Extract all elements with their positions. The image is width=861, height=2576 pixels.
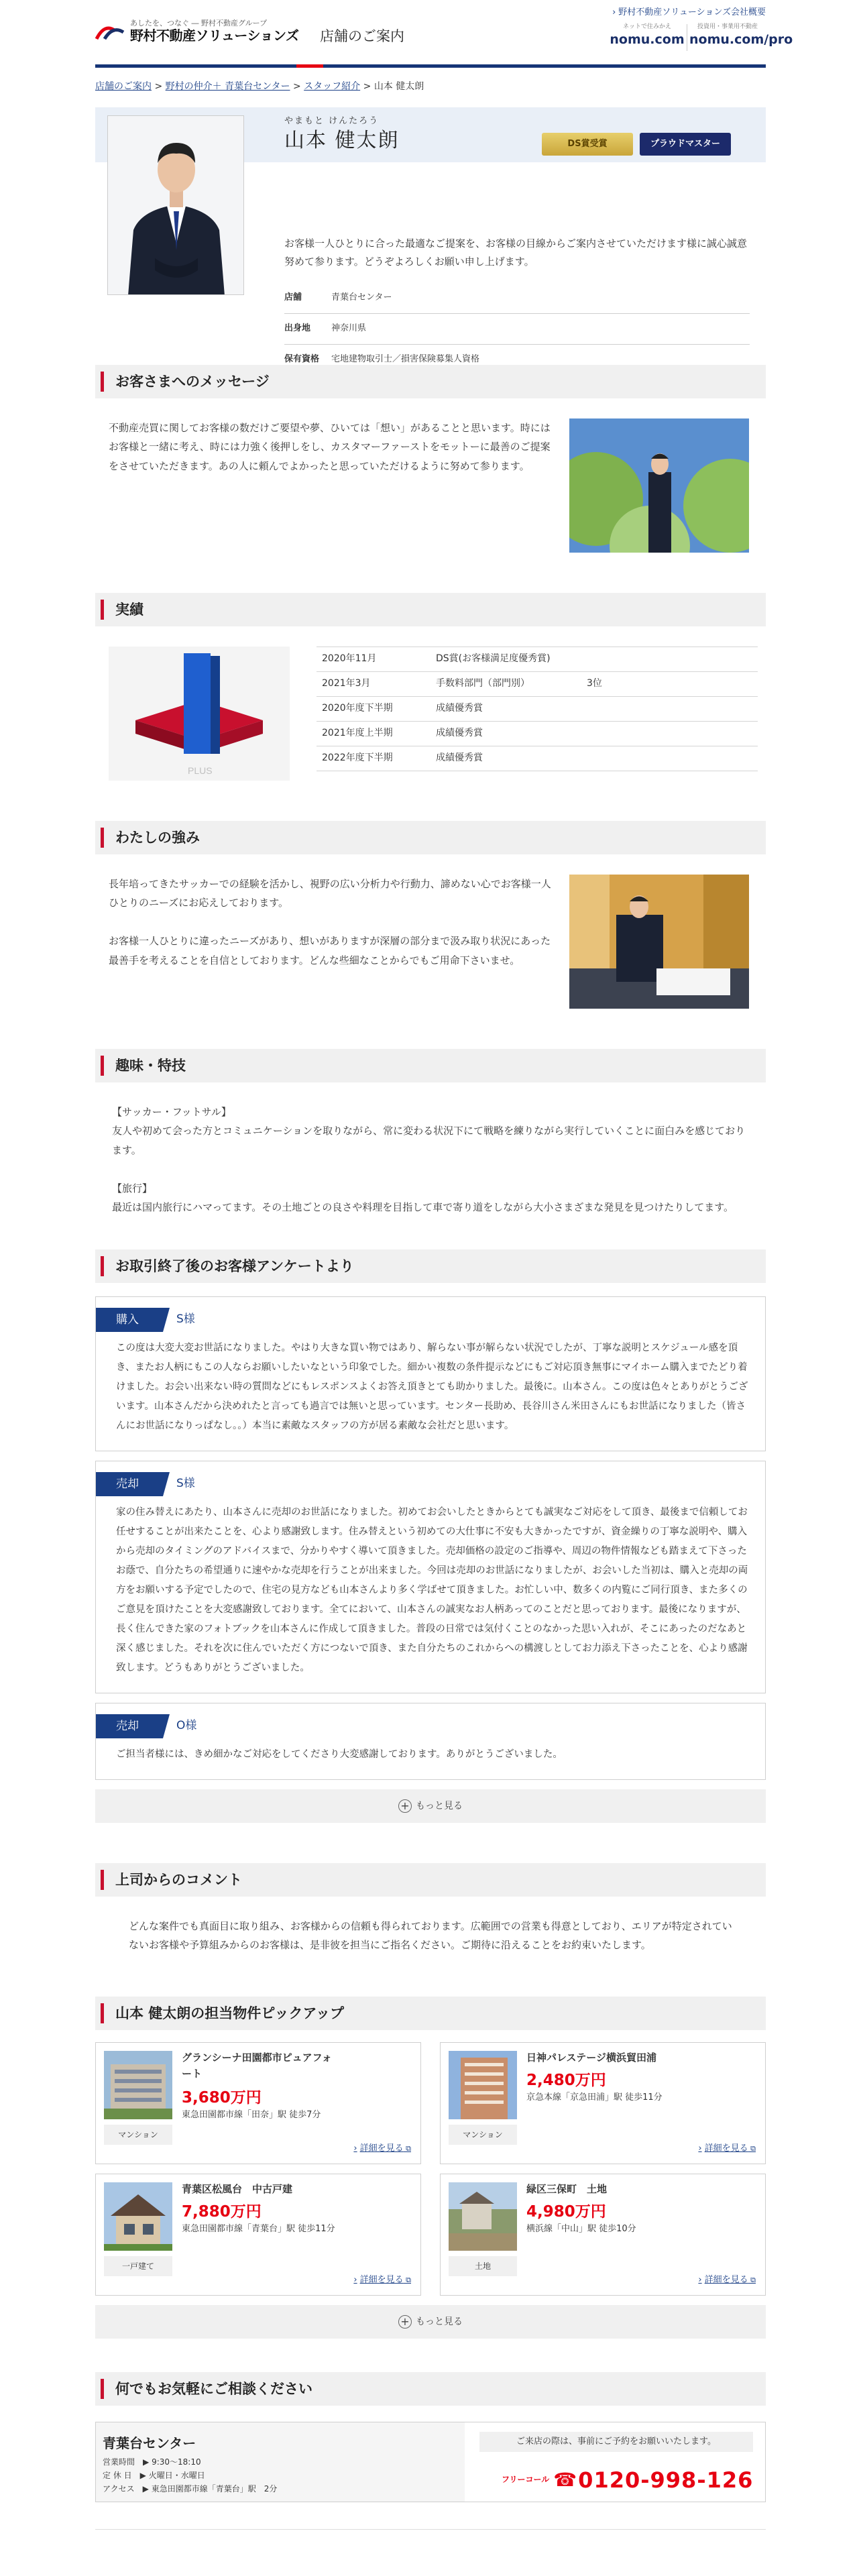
more-label: もっと見る xyxy=(416,1800,463,1811)
profile-lead: お客様一人ひとりに合った最適なご提案を、お客様の目線からご案内させていただけます様に誠心誠意努めて参ります。どうぞよろしくお願い申し上げます。 xyxy=(284,237,748,268)
phone-number: 0120-998-126 xyxy=(578,2467,754,2493)
property-detail-link[interactable]: › 詳細を見る ⧉ xyxy=(698,2273,756,2288)
hours-value: 9:30〜18:10 xyxy=(152,2457,201,2467)
survey-more-button[interactable] xyxy=(95,1789,766,1823)
section-heading: 趣味・特技 xyxy=(95,1049,766,1082)
property-access: 京急本線「京急田浦」駅 徒歩11分 xyxy=(526,2092,663,2103)
phone-icon: ☎ xyxy=(553,2469,577,2491)
property-type: 一戸建て xyxy=(104,2256,172,2276)
property-title: グランシーナ田園都市ピュアフォート xyxy=(182,2051,332,2080)
property-access: 東急田園都市線「青葉台」駅 徒歩11分 xyxy=(182,2223,335,2234)
boss-comment-text: どんな案件でも真面目に取り組み、お客様からの信頼も得られております。広範囲での営業も得意としており、エリアが特定されていないお客様や予算組みからのお客様は、是非彼を担当にご指名ください。ご期待に沿えることをお約束いたします。 xyxy=(129,1919,732,1951)
brand-name: 野村不動産ソリューションズ xyxy=(130,27,299,44)
result-date: 2020年11月 xyxy=(322,653,377,665)
shop-access: アクセス ▶ 東急田園都市線「青葉台」駅 2分 xyxy=(103,2484,278,2494)
boss-comment-section xyxy=(95,1863,766,1955)
profile-header xyxy=(95,107,766,162)
award-image xyxy=(109,647,290,781)
message-photo xyxy=(569,418,749,553)
message-text: 不動産売買に関してお客様の数だけご要望や夢、ひいては「想い」があることと思います。時にはお客様と一緒に考え、時には力強く後押しをし、カスタマーファーストをモットーに最善のご提案をさせていただきます。あの人に頼んでよかったと思っていただけるように努めて参ります。 xyxy=(109,421,551,472)
nomura-logo-icon xyxy=(95,21,125,42)
survey-text: ご担当者様には、きめ細かなご対応をしてくださり大変感謝しております。ありがとうございました。 xyxy=(116,1748,563,1760)
result-extra: 3位 xyxy=(587,678,602,689)
property-photo xyxy=(449,2051,517,2119)
shop-hours: 営業時間 ▶ 9:30〜18:10 xyxy=(103,2457,201,2467)
property-type: マンション xyxy=(104,2125,172,2145)
property-detail-link[interactable]: › 詳細を見る ⧉ xyxy=(353,2141,411,2157)
plus-icon: + xyxy=(398,2315,412,2329)
page-footer xyxy=(95,2529,766,2576)
site-header xyxy=(95,0,793,64)
result-row xyxy=(317,647,758,671)
section-heading: 上司からのコメント xyxy=(95,1863,766,1897)
property-card[interactable] xyxy=(440,2174,766,2296)
result-row xyxy=(317,721,758,746)
section-heading: 山本 健太朗の担当物件ピックアップ xyxy=(95,1997,766,2030)
breadcrumb-link-shops[interactable]: 店舗のご案内 xyxy=(95,81,152,92)
shop-closed: 定 休 日 ▶ 火曜日・水曜日 xyxy=(103,2470,205,2480)
profile-value: 青葉台センター xyxy=(331,292,392,302)
nomu-com-pro-link[interactable] xyxy=(689,23,793,51)
page-title: 店舗のご案内 xyxy=(320,28,404,44)
corp-info-link[interactable]: › 野村不動産ソリューションズ会社概要 xyxy=(612,5,766,21)
svg-text:PLUS: PLUS xyxy=(188,765,213,776)
result-title: 成績優秀賞 xyxy=(436,728,483,739)
property-price: 2,480万円 xyxy=(526,2071,606,2089)
profile-row-hometown xyxy=(284,314,750,345)
property-price: 7,880万円 xyxy=(182,2202,262,2221)
survey-card xyxy=(95,1703,766,1780)
property-title: 緑区三保町 土地 xyxy=(526,2182,608,2195)
result-date: 2022年度下半期 xyxy=(322,752,393,764)
result-date: 2021年3月 xyxy=(322,678,371,689)
property-price: 3,680万円 xyxy=(182,2088,262,2107)
property-type: 土地 xyxy=(449,2256,517,2276)
nomu-com-pro-name: nomu.com/pro xyxy=(689,32,793,47)
result-date: 2020年度下半期 xyxy=(322,703,393,714)
strength-text: 長年培ってきたサッカーでの経験を活かし、視野の広い分析力や行動力、諦めない心でお客様一人ひとりのニーズにお応えしております。 お客様一人ひとりに違ったニーズがあり、想いがありますが深層の部分まで汲み取り状況にあった最善手を考えることを自信としております。どんな些細なことからでもご用命下さいませ。 xyxy=(109,877,551,966)
section-heading: お取引終了後のお客様アンケートより xyxy=(95,1249,766,1283)
result-row xyxy=(317,671,758,696)
result-row xyxy=(317,746,758,771)
property-title: 青葉区松風台 中古戸建 xyxy=(182,2182,293,2195)
results-section xyxy=(95,593,766,794)
plus-icon: + xyxy=(398,1799,412,1813)
hobby-text: 【サッカー・フットサル】 友人や初めて会った方とコミュニケーションを取りながら、常に変わる状況下にて戦略を練りながら実行していくことに面白みを感じております。 【旅行】 最近は国内旅行にハマってます。その土地ごとの良さや料理を目指して車で寄り道をしながら大小さまざまな発見を見つけたりしてます。 xyxy=(112,1105,746,1213)
profile-table xyxy=(284,283,750,376)
property-title: 日神パレステージ横浜貿田浦 xyxy=(526,2051,656,2064)
free-call-label: フリーコール xyxy=(502,2475,550,2484)
shop-info-box xyxy=(95,2422,766,2502)
access-value: 東急田園都市線「青葉台」駅 2分 xyxy=(151,2484,278,2494)
nomu-com-name: nomu.com xyxy=(610,32,685,47)
property-card[interactable] xyxy=(95,2042,421,2164)
proud-master-badge: プラウドマスター xyxy=(640,133,731,156)
brand-tagline: あしたを、つなぐ ― 野村不動産グループ xyxy=(130,19,268,27)
brand-logo[interactable] xyxy=(95,19,299,44)
result-extra xyxy=(581,746,758,771)
survey-customer: O様 xyxy=(176,1718,197,1732)
result-extra xyxy=(581,721,758,746)
hours-label: 営業時間 xyxy=(103,2457,135,2467)
survey-card xyxy=(95,1296,766,1451)
result-title: DS賞(お客様満足度優秀賞) xyxy=(436,653,551,665)
breadcrumb-current: 山本 健太朗 xyxy=(374,81,424,92)
result-date: 2021年度上半期 xyxy=(322,728,393,739)
breadcrumb-link-staff[interactable]: スタッフ紹介 xyxy=(304,81,361,92)
result-title: 成績優秀賞 xyxy=(436,703,483,714)
property-photo xyxy=(104,2051,172,2119)
contact-section xyxy=(95,2372,766,2502)
hobby-section xyxy=(95,1049,766,1217)
survey-section xyxy=(95,1249,766,1823)
shop-name[interactable]: 青葉台センター xyxy=(103,2434,196,2451)
property-access: 東急田園都市線「田奈」駅 徒歩7分 xyxy=(182,2109,321,2120)
section-heading: 実績 xyxy=(95,593,766,626)
section-heading: お客さまへのメッセージ xyxy=(95,365,766,398)
survey-card xyxy=(95,1461,766,1693)
property-card[interactable] xyxy=(95,2174,421,2296)
result-extra xyxy=(581,696,758,721)
section-heading: 何でもお気軽にご相談ください xyxy=(95,2372,766,2406)
survey-type: 購入 xyxy=(96,1308,163,1332)
profile-label: 店舗 xyxy=(284,292,302,302)
nomu-com-link[interactable] xyxy=(609,24,685,51)
ds-award-badge: DS賞受賞 xyxy=(542,133,633,156)
more-label: もっと見る xyxy=(416,2316,463,2327)
property-type: マンション xyxy=(449,2125,517,2145)
property-access: 横浜線「中山」駅 徒歩10分 xyxy=(526,2223,636,2234)
pickup-section xyxy=(95,1997,766,2339)
reservation-note: ご来店の際は、事前にご予約をお願いいたします。 xyxy=(479,2432,753,2452)
property-price: 4,980万円 xyxy=(526,2202,606,2221)
results-table xyxy=(317,647,758,771)
nomu-com-sub: ネットで住みかえ xyxy=(622,23,671,30)
staff-name: 山本 健太朗 xyxy=(284,128,400,152)
survey-customer: S様 xyxy=(176,1312,195,1326)
property-card[interactable] xyxy=(440,2042,766,2164)
survey-text: この度は大変大変お世話になりました。やはり大きな買い物ではあり、解らない事が解らない状況でしたが、丁寧な説明とスケジュール感を頂き、またお人柄にもこの人ならお願いしたいなという印象でした。細かい複数の条件提示などにもご対応頂き無事にマイホーム購入までたどり着けました。お会い出来ない時の質問などにもレスポンスよくお答え頂きとても助かりました。最後に。山本さん。この度は色々とありがとうございます。山本さんだから決めれたと言っても過言では無いと思っています。センター長助め、長谷川さん米田さんにもお世話になりました（皆さんにお世話になりっぱなし。。）本当に素敵なスタッフの方が居る素敵な会社だと思います。 xyxy=(116,1342,748,1431)
profile-label: 保有資格 xyxy=(284,354,320,365)
result-extra xyxy=(581,647,758,671)
closed-value: 火曜日・水曜日 xyxy=(148,2470,205,2480)
property-detail-link[interactable]: › 詳細を見る ⧉ xyxy=(698,2141,756,2157)
survey-type: 売却 xyxy=(96,1472,163,1496)
pickup-more-button[interactable] xyxy=(95,2305,766,2339)
property-photo xyxy=(104,2182,172,2251)
property-detail-link[interactable]: › 詳細を見る ⧉ xyxy=(353,2273,411,2288)
result-title: 成績優秀賞 xyxy=(436,752,483,764)
section-heading: わたしの強み xyxy=(95,821,766,854)
message-section xyxy=(95,365,766,566)
profile-row-shop xyxy=(284,283,750,314)
name-ruby: やまもと けんたろう xyxy=(284,115,380,126)
profile-value: 宅地建物取引士／損害保険募集人資格 xyxy=(331,354,480,365)
profile-label: 出身地 xyxy=(284,323,311,334)
closed-label: 定 休 日 xyxy=(103,2470,132,2480)
result-row xyxy=(317,696,758,721)
survey-type: 売却 xyxy=(96,1714,163,1738)
profile-value: 神奈川県 xyxy=(331,323,367,334)
survey-customer: S様 xyxy=(176,1476,195,1490)
free-call[interactable] xyxy=(502,2461,753,2499)
breadcrumb-link-center[interactable]: 野村の仲介＋ 青葉台センター xyxy=(165,81,290,92)
result-title: 手数料部門（部門別） xyxy=(436,678,530,689)
access-label: アクセス xyxy=(103,2484,135,2494)
survey-text: 家の住み替えにあたり、山本さんに売却のお世話になりました。初めてお会いしたときからとても誠実なご対応をして頂き、最後まで信頼してお任せすることが出来たことを、心より感謝致します。住み替えという初めての大仕事に不安も大きかったですが、資金繰りの丁寧な説明や、購入から売却のタイミングのアドバイスまで、分かりやすく導いて頂きました。売却価格の設定のご指導や、周辺の物件情報なども踏まえて下さったお蔭で、自分たちの希望通りに速やかな売却を行うことが出来ました。今回は売却のお世話になりましたが、お会いした当初は、購入と売却の両方をお願いする予定でしたので、住宅の見方なども山本さんより多く学ばせて頂きました。お忙しい中、数多くの内覧にご同行頂き、また多くのご意見を頂けたことを大変感謝致しております。全てにおいて、山本さんの誠実なお人柄あってのことだと思っております。最後になりますが、長く住んできた家のフォトブックを山本さんに作成して頂きました。普段の日常では気付くことのなかった思い入れが、そこにあったのだなあと深く感じました。それを次に住んでいただく方につないで頂き、また自分たちのこれからへの構渡しとしてお力添え下さったことを、心より感謝致します。どうもありがとうございました。 xyxy=(116,1506,748,1673)
breadcrumb: 店舗のご案内 > 野村の仲介＋ 青葉台センター > スタッフ紹介 > 山本 健太朗 xyxy=(95,81,424,92)
nomu-com-pro-sub: 投資用・事業用不動産 xyxy=(697,23,758,30)
property-photo xyxy=(449,2182,517,2251)
strength-section xyxy=(95,821,766,1022)
strength-photo xyxy=(569,875,749,1009)
